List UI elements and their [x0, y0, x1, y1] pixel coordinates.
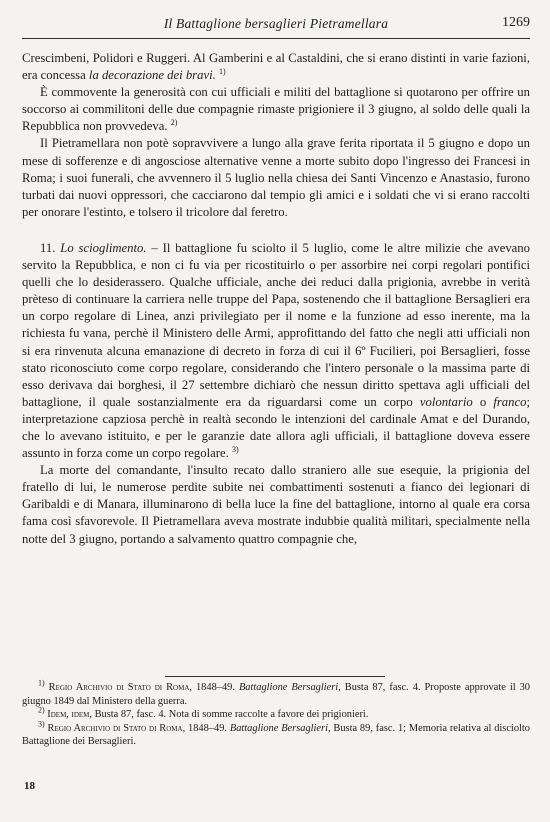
- footnote-rule: [165, 676, 385, 677]
- paragraph-3: Il Pietramellara non potè sopravvivere a lungo alla grave ferita riportata il 5 giugno e dopo un mese di sofferenze e di angosciose alternative venne a morte subito dopo l'ingresso dei Francesi in Roma; i suoi funerali, che avvennero il 5 luglio nella chiesa dei Santi Vincenzo e Anastasio, furono turbati dai nuovi oppressori, che cacciarono dal tempio gli amici e i soldati che vi si erano raccolti per onorare l'estinto, e tolsero il tricolore dal feretro.: [22, 136, 530, 219]
- printer-signature: 18: [24, 780, 35, 792]
- paragraph-5: La morte del comandante, l'insulto recato dallo straniero alle sue esequie, la prigionia del fratello di lui, le numerose perdite subite nei combattimenti sostenuti a fianco dei legionari di Garibaldi e di Manara, illuminarono di bella luce la fine del battaglione, intorno al quale era corsa fama così sfavorevole. Il Pietramellara aveva mostrate indubbie qualità militari, specialmente nella notte del 3 giugno, portando a salvamento quattro compagnie che,: [22, 463, 530, 546]
- footnote-1: $^{1)}$ Regio Archivio di Stato di Roma, 1848–49. Battaglione Bersaglieri, Busta 87, fasc. 4. Proposte approvate il 30 giugno 1849 dal Ministero della guerra.: [22, 678, 530, 707]
- running-title: Il Battaglione bersaglieri Pietramellara: [163, 16, 389, 31]
- section-11-paragraph: 11. Lo scioglimento. – Il battaglione fu sciolto il 5 luglio, come le altre milizie che avevano servito la Repubblica, e non ci fu via per ricostituirlo o per assorbire nei corpi regolari pontifici quelli che lo desiderassero. Qualche ufficiale, anche dei reduci dalla prigionia, avrebbe in verità prèteso di continuare la carriera nelle truppe del Papa, sostenendo che il battaglione Bersaglieri era un corpo regolare di Linea, anzi privilegiato per il nome e la funzione ad esso inerente, ma la richiesta fu vana, perchè il Ministero delle Armi, approfittando del fatto che negli atti ufficiali non si era rinvenuta alcuna emanazione di decreto in forza di cui il 6º Fucilieri, poi Bersaglieri, fosse stato riconosciuto come corpo regolare, considerando che l'intero personale o la massima parte di esso derivava dai borghesi, il 27 settembre dichiarò che nessun diritto spettava agli ufficiali del battaglione, il quale sostanzialmente era da riguardarsi come un corpo volontario o franco; interpretazione capziosa perchè in realtà secondo le intenzioni del cardinale Amat e del Durando, che lo avevano istituito, e per le garanzie date allora agli ufficiali, il battaglione doveva essere assunto in forza come un corpo regolare. $^{3)}$: [22, 240, 530, 461]
- paragraph-2: È commovente la generosità con cui ufficiali e militi del battaglione si quotarono per offrire un soccorso ai commilitoni delle due compagnie rimaste prigioniere il 3 giugno, al soldo delle quali la Repubblica non provvedeva. $^{2)}$: [22, 85, 530, 134]
- section-number: 11.: [40, 240, 56, 255]
- footnote-ref: 2): [170, 118, 178, 128]
- footnote-ref: 3): [231, 444, 239, 454]
- italic-phrase: la decorazione dei bravi.: [88, 68, 216, 83]
- footnote-3: $^{3)}$ Regio Archivio di Stato di Roma, 1848–49. Battaglione Bersaglieri, Busta 89, fasc. 1; Memoria relativa al disciolto Battaglione dei Bersaglieri.: [22, 719, 530, 748]
- section-title: Lo scioglimento.: [60, 240, 147, 255]
- running-header: [22, 12, 530, 39]
- page-number: 1269: [502, 15, 530, 30]
- footnote-2: $^{2)}$ Idem, idem, Busta 87, fasc. 4. Nota di somme raccolte a favore dei prigionieri.: [38, 705, 369, 721]
- paragraph-1: Crescimbeni, Polidori e Ruggeri. Al Gamberini e al Castaldini, che si erano distinti in varie fazioni, era concessa la decorazione dei bravi. $^{1)}$: [22, 51, 530, 83]
- footnote-ref: 1): [218, 66, 226, 76]
- body-text: [22, 50, 530, 548]
- footnotes: [22, 678, 530, 749]
